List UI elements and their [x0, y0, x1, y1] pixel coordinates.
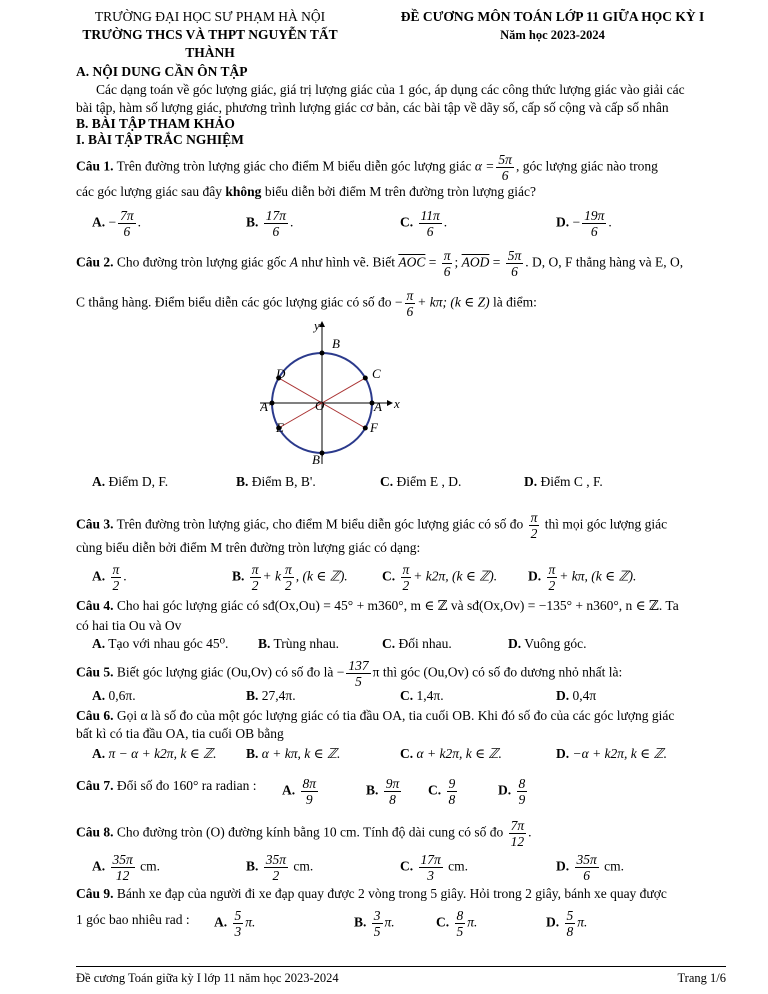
q5-text1: Biết góc lượng giác (Ou,Ov) có số đo là − — [113, 664, 345, 680]
option-text: Đối nhau. — [398, 636, 452, 651]
label-c: C — [372, 366, 381, 381]
q2-arc-aod: $\overline{AOD}$ — [461, 254, 490, 270]
option-fraction — [264, 852, 288, 883]
q2-sep: ; — [454, 254, 462, 270]
option-text: Tạo với nhau góc 45⁰. — [108, 636, 229, 651]
option-den2: 2 — [285, 578, 292, 593]
option-text: 27,4π. — [261, 688, 296, 703]
q4-option-b[interactable] — [258, 634, 339, 654]
option-label: D. — [556, 858, 570, 874]
option-label: C. — [382, 636, 396, 651]
option-num: 5 — [234, 908, 242, 923]
q1-option-a[interactable]: A. − $\frac{7\pi}{6}$ . — [92, 208, 142, 239]
option-text: Vuông góc. — [524, 636, 587, 651]
q4-option-a[interactable] — [92, 634, 228, 654]
option-text: 1,4π. — [416, 688, 444, 703]
option-fraction — [547, 562, 558, 593]
q2-d1: 6 — [443, 264, 451, 279]
q2-eq2: = — [489, 254, 504, 270]
option-den: 3 — [427, 868, 434, 883]
q1-option-c[interactable]: C. $\frac{11\pi}{6}$ . — [400, 208, 448, 239]
option-label: D. — [524, 474, 538, 489]
q2-option-a[interactable] — [92, 472, 168, 492]
q3-line1 — [76, 510, 726, 541]
option-text: Điểm B, B'. — [251, 474, 316, 489]
option-label: B. — [246, 858, 259, 874]
q4-label: Câu 4. — [76, 598, 114, 613]
q9-option-d[interactable] — [546, 908, 587, 939]
option-den: 2 — [402, 578, 410, 593]
q6-line2: bất kì có tia đầu OA, tia cuối OB bằng — [76, 726, 284, 741]
option-fraction2 — [283, 562, 294, 593]
section-b-heading: B. BÀI TẬP THAM KHẢO — [76, 116, 235, 131]
option-den: 3 — [234, 924, 242, 939]
q2-text3: . D, O, F thẳng hàng và E, O, — [525, 254, 684, 270]
option-den: 2 — [251, 578, 259, 593]
option-fraction — [582, 208, 606, 239]
q8-option-a[interactable] — [92, 852, 160, 883]
q3-option-d[interactable] — [528, 562, 636, 593]
option-label: C. — [380, 474, 394, 489]
q8-option-b[interactable] — [246, 852, 313, 883]
option-text: α + kπ, k ∈ ℤ. — [261, 746, 341, 761]
option-label: B. — [246, 688, 259, 703]
option-label: C. — [400, 858, 414, 874]
q4-text1: Cho hai góc lượng giác có sđ(Ox,Ou) = 45° + m360°, m ∈ ℤ và sđ(Ox,Ov) = −135° + n360°, n ∈ ℤ. Ta — [113, 598, 679, 613]
option-num: π — [402, 562, 410, 577]
q5-option-b[interactable] — [246, 686, 296, 706]
label-f: F — [370, 420, 378, 435]
option-den: 6 — [272, 224, 280, 239]
school-name: TRƯỜNG ĐẠI HỌC SƯ PHẠM HÀ NỘI — [94, 9, 326, 24]
q8-option-c[interactable] — [400, 852, 468, 883]
q3-label: Câu 3. — [76, 516, 114, 532]
q7-text1: Đổi số đo 160° ra radian : — [113, 778, 257, 793]
q2-frac1 — [442, 248, 453, 279]
q2-d2: 6 — [511, 264, 518, 279]
option-den: 6 — [426, 224, 434, 239]
option-label: B. — [232, 568, 245, 584]
option-fraction — [517, 776, 528, 807]
option-label: A. — [92, 858, 106, 874]
q6-option-b[interactable] — [246, 744, 340, 764]
q9-line1 — [76, 884, 726, 904]
q1-text3b: biểu diễn bởi điểm M trên đường tròn lượng giác? — [261, 184, 536, 199]
option-fraction — [301, 776, 319, 807]
q3-option-a[interactable] — [92, 562, 127, 593]
q8-text1: Cho đường tròn (O) đường kính bằng 10 cm. Tính độ dài cung có số đo — [113, 824, 507, 840]
q9-option-c[interactable] — [436, 908, 477, 939]
q2-option-d[interactable] — [524, 472, 603, 492]
option-num: 17π — [265, 208, 287, 223]
q2-option-b[interactable] — [236, 472, 316, 492]
option-num: 5 — [566, 908, 574, 923]
q8-line1 — [76, 818, 726, 849]
q7-option-c[interactable] — [428, 776, 459, 807]
q7-option-b[interactable] — [366, 776, 403, 807]
q3-line2: cùng biểu diễn bởi điểm M trên đường tròn lượng giác có dạng: — [76, 540, 421, 555]
option-label: A. — [92, 688, 106, 703]
option-fraction — [447, 776, 458, 807]
option-den: 5 — [373, 924, 381, 939]
option-text: α + k2π, k ∈ ℤ. — [416, 746, 502, 761]
point-c — [363, 376, 368, 381]
point-b — [320, 351, 325, 356]
section-a-line2: bài tập, hàm số lượng giác, phương trình lượng giác cơ bản, các bài tập về dãy số, cấp số cộng và cấp số nhân — [76, 100, 669, 115]
q3-option-c[interactable] — [382, 562, 497, 593]
q8-n: 7π — [510, 818, 525, 833]
option-den: 6 — [123, 224, 131, 239]
option-label: A. — [92, 474, 106, 489]
option-num: 3 — [373, 908, 381, 923]
option-label: D. — [546, 914, 560, 930]
option-den: 2 — [548, 578, 556, 593]
label-d: D — [276, 366, 286, 381]
q2-line1 — [76, 248, 726, 279]
q1-text3a: các góc lượng giác sau đây — [76, 184, 226, 199]
school-year: Năm học 2023-2024 — [500, 28, 605, 42]
q1-bold: không — [225, 184, 262, 199]
option-label: D. — [556, 688, 570, 703]
option-label: C. — [400, 214, 414, 230]
q2-text2: như hình vẽ. Biết — [298, 254, 399, 270]
q1-num: 5π — [498, 152, 512, 167]
section-a-line1: Các dạng toán về góc lượng giác, giá trị lượng giác của 1 góc, áp dụng các công thức lượng giác vào giải các — [96, 82, 685, 97]
option-text: Trùng nhau. — [273, 636, 340, 651]
q2-en: π — [406, 288, 414, 303]
option-num: 7π — [120, 208, 134, 223]
q1-line1 — [76, 152, 726, 183]
q2-n2: 5π — [507, 248, 522, 263]
option-label: D. — [556, 746, 570, 761]
option-fraction — [250, 562, 261, 593]
option-text: π − α + k2π, k ∈ ℤ. — [108, 746, 217, 761]
q8-label: Câu 8. — [76, 824, 114, 840]
document-title: ĐỀ CƯƠNG MÔN TOÁN LỚP 11 GIỮA HỌC KỲ I — [400, 9, 705, 24]
q5-d: 5 — [355, 674, 362, 689]
section-a-heading: A. NỘI DUNG CẦN ÔN TẬP — [76, 64, 248, 79]
label-b-prime: B′ — [312, 452, 323, 464]
option-label: B. — [258, 636, 271, 651]
option-label: C. — [400, 746, 414, 761]
option-fraction — [455, 908, 466, 939]
q4-line1 — [76, 596, 726, 616]
option-num: 35π — [265, 852, 287, 867]
option-pi: π. — [245, 914, 256, 930]
option-label: D. — [508, 636, 522, 651]
label-a-prime: A′ — [260, 399, 271, 414]
label-b: B — [332, 336, 340, 351]
q2-point-a: A — [289, 254, 299, 270]
option-label: B. — [354, 914, 367, 930]
option-den: 2 — [272, 868, 280, 883]
option-label: D. — [528, 568, 542, 584]
option-label: C. — [436, 914, 450, 930]
option-num: 8π — [302, 776, 317, 791]
q5-n: 137 — [348, 658, 369, 673]
option-text: Điểm D, F. — [108, 474, 169, 489]
label-x: x — [394, 396, 400, 411]
q3-frac — [529, 510, 540, 541]
option-den: 8 — [566, 924, 574, 939]
option-fraction — [111, 562, 122, 593]
q1-alpha: α = — [474, 158, 495, 174]
option-den: 8 — [448, 792, 456, 807]
q3-d: 2 — [530, 526, 538, 541]
q3-text1: Trên đường tròn lượng giác, cho điểm M biểu diễn góc lượng giác có số đo — [113, 516, 527, 532]
option-num: π — [251, 562, 259, 577]
option-label: B. — [236, 474, 249, 489]
q6-option-d[interactable] — [556, 744, 667, 764]
q9-option-b[interactable] — [354, 908, 395, 939]
option-den: 12 — [115, 868, 130, 883]
q8-frac — [509, 818, 527, 849]
option-mid: + k — [262, 568, 282, 584]
q1-option-d[interactable]: D. − $\frac{19\pi}{6}$ . — [556, 208, 612, 239]
option-fraction — [384, 776, 402, 807]
q9-option-a[interactable] — [214, 908, 255, 939]
option-num: 8 — [518, 776, 526, 791]
option-den: 2 — [112, 578, 120, 593]
q2-eq1: = — [425, 254, 440, 270]
option-text: Điểm C , F. — [540, 474, 603, 489]
option-fraction — [419, 852, 443, 883]
q2-option-c[interactable] — [380, 472, 461, 492]
option-den: 9 — [518, 792, 526, 807]
option-fraction — [401, 562, 412, 593]
q6-text1: Gọi α là số đo của một góc lượng giác có tia đầu OA, tia cuối OB. Khi đó số đo của các góc lượng giác — [113, 708, 675, 723]
option-label: A. — [92, 568, 106, 584]
option-text: −α + k2π, k ∈ ℤ. — [572, 746, 667, 761]
q4-line2: có hai tia Ou và Ov — [76, 618, 182, 633]
q2-expr-frac — [405, 288, 416, 319]
option-text: 0,4π — [572, 688, 597, 703]
q3-text2: thì mọi góc lượng giác — [541, 516, 668, 532]
header-right — [380, 8, 725, 44]
q5-frac — [346, 658, 370, 689]
q9-text1: Bánh xe đạp của người đi xe đạp quay được 2 vòng trong 5 giây. Hỏi trong 2 giây, bánh xe quay được — [113, 886, 667, 901]
section-b-sub: I. BÀI TẬP TRẮC NGHIỆM — [76, 132, 244, 147]
q7-option-a[interactable] — [282, 776, 320, 807]
option-den: 6 — [583, 868, 590, 883]
option-num: 19π — [584, 208, 605, 223]
option-label: C. — [382, 568, 396, 584]
q6-line1 — [76, 706, 726, 726]
q2-expr-sign: − — [394, 294, 403, 310]
q6-label: Câu 6. — [76, 708, 114, 723]
option-text: 0,6π. — [108, 688, 136, 703]
q8-d: 12 — [510, 834, 525, 849]
option-num: π — [548, 562, 556, 577]
option-post: + k2π, (k ∈ ℤ). — [413, 568, 498, 584]
option-fraction — [372, 908, 383, 939]
q5-line1 — [76, 658, 726, 689]
option-sign: − — [108, 214, 117, 230]
option-num: π — [112, 562, 120, 577]
option-den: 8 — [389, 792, 396, 807]
q2-line2a: C thẳng hàng. Điểm biểu diễn các góc lượng giác có số đo — [76, 294, 395, 310]
option-num: 17π — [420, 852, 441, 867]
option-num: 8 — [456, 908, 464, 923]
option-num: 9 — [448, 776, 456, 791]
footer-title: Đề cương Toán giữa kỳ I lớp 11 năm học 2023-2024 — [76, 971, 339, 985]
page-footer — [76, 966, 726, 986]
q5-option-d[interactable] — [556, 686, 596, 706]
q3-n: π — [530, 510, 538, 525]
option-num: 35π — [576, 852, 597, 867]
header-left — [60, 8, 360, 62]
q2-line2b: là điểm: — [489, 294, 537, 310]
option-fraction — [111, 852, 135, 883]
option-label: A. — [92, 746, 106, 761]
option-post: . — [123, 568, 127, 584]
option-label: C. — [428, 782, 442, 798]
q1-den: 6 — [501, 168, 509, 183]
option-label: B. — [366, 782, 379, 798]
q1-option-b[interactable]: B. $\frac{17\pi}{6}$ . — [246, 208, 294, 239]
q2-label: Câu 2. — [76, 254, 114, 270]
page-number: Trang 1/6 — [677, 971, 726, 985]
q1-fraction — [496, 152, 514, 183]
q2-n1: π — [443, 248, 451, 263]
q5-option-a[interactable] — [92, 686, 136, 706]
q6-option-a[interactable] — [92, 744, 217, 764]
q5-label: Câu 5. — [76, 664, 114, 680]
option-den: 9 — [305, 792, 313, 807]
q6-option-c[interactable] — [400, 744, 502, 764]
option-label: B. — [246, 746, 259, 761]
option-unit: cm. — [600, 858, 625, 874]
q8-option-d[interactable] — [556, 852, 624, 883]
q7-label: Câu 7. — [76, 778, 114, 793]
label-y: y — [314, 318, 320, 333]
option-post: + kπ, (k ∈ ℤ). — [559, 568, 637, 584]
q1-text1: Trên đường tròn lượng giác cho điểm M biểu diễn góc lượng giác — [113, 158, 475, 174]
option-label: A. — [282, 782, 296, 798]
q2-arc-aoc: $\overline{AOC}$ — [398, 254, 426, 270]
q1-label: Câu 1. — [76, 158, 114, 174]
option-num: 9π — [385, 776, 400, 791]
option-fraction — [264, 208, 288, 239]
q2-line2 — [76, 288, 726, 319]
option-pi: π. — [467, 914, 478, 930]
q1-line2 — [76, 182, 726, 202]
q4-option-d[interactable] — [508, 634, 586, 654]
sub-school-name: TRƯỜNG THCS VÀ THPT NGUYỄN TẤT THÀNH — [82, 27, 338, 60]
q8-text2: . — [528, 824, 532, 840]
q7-option-d[interactable] — [498, 776, 529, 807]
option-label: D. — [556, 214, 570, 230]
q4-option-c[interactable] — [382, 634, 452, 654]
option-text: Điểm E , D. — [396, 474, 462, 489]
point-f — [363, 426, 368, 431]
option-label: C. — [400, 688, 414, 703]
q9-line2: 1 góc bao nhiêu rad : — [76, 912, 190, 927]
q9-label: Câu 9. — [76, 886, 114, 901]
option-fraction — [575, 852, 599, 883]
q5-option-c[interactable] — [400, 686, 444, 706]
option-pi: π. — [577, 914, 588, 930]
q2-frac2 — [506, 248, 524, 279]
option-post: , (k ∈ ℤ). — [295, 568, 348, 584]
q2-expr-tail: + kπ; (k ∈ Z) — [417, 294, 490, 310]
label-e: E — [276, 420, 284, 435]
option-pi: π. — [384, 914, 395, 930]
q3-option-b[interactable] — [232, 562, 348, 593]
option-label: B. — [246, 214, 259, 230]
q5-text2: π thì góc (Ou,Ov) có số đo dương nhỏ nhất là: — [372, 664, 623, 680]
option-den: 6 — [590, 224, 598, 239]
q2-ed: 6 — [406, 304, 414, 319]
unit-circle-figure — [260, 318, 410, 464]
option-fraction — [565, 908, 576, 939]
label-o: O — [315, 398, 325, 413]
option-unit: cm. — [444, 858, 469, 874]
label-a: A — [374, 399, 382, 414]
option-num2: π — [285, 562, 292, 577]
option-label: D. — [498, 782, 512, 798]
option-label: A. — [214, 914, 228, 930]
option-fraction — [118, 208, 136, 239]
option-label: A. — [92, 636, 106, 651]
option-fraction — [419, 208, 442, 239]
option-den: 5 — [456, 924, 464, 939]
q2-text1: Cho đường tròn lượng giác gốc — [113, 254, 290, 270]
option-label: A. — [92, 214, 106, 230]
option-num: 11π — [420, 208, 440, 223]
q1-text2: , góc lượng giác nào trong — [515, 158, 658, 174]
option-fraction — [233, 908, 244, 939]
option-unit: cm. — [136, 858, 161, 874]
option-num: 35π — [112, 852, 133, 867]
option-unit: cm. — [290, 858, 314, 874]
option-sign: − — [572, 214, 581, 230]
